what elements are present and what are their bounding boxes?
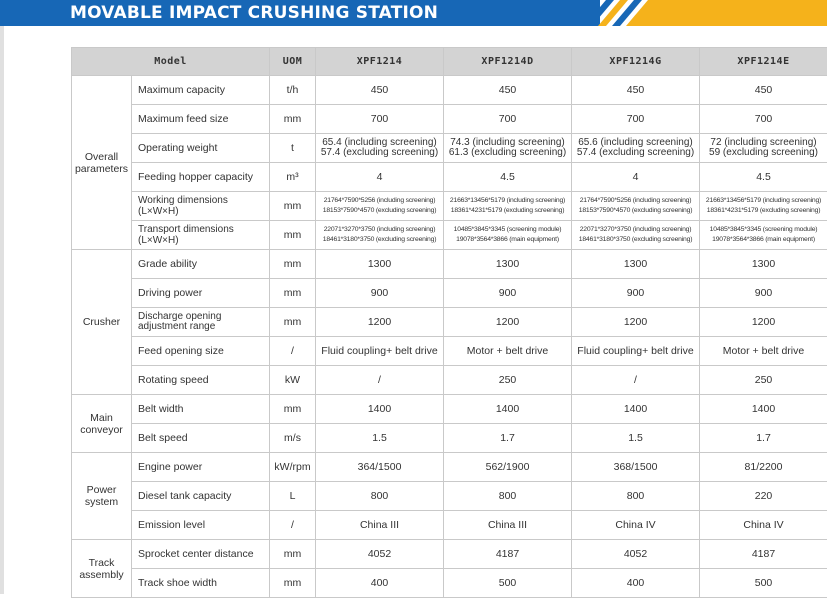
uom-cell: mm (270, 308, 316, 337)
value-cell: 800 (572, 482, 700, 511)
value-cell: 1.7 (444, 424, 572, 453)
value-cell: Fluid coupling+ belt drive (316, 337, 444, 366)
value-cell: 450 (444, 76, 572, 105)
uom-cell: m³ (270, 163, 316, 192)
value-cell: 700 (316, 105, 444, 134)
value-cell: 4 (316, 163, 444, 192)
value-cell: 4.5 (444, 163, 572, 192)
table-row (72, 366, 827, 395)
value-cell: / (572, 366, 700, 395)
param-label: Belt speed (132, 424, 270, 453)
value-cell: 1200 (700, 308, 827, 337)
value-line: 10485*3845*3345 (screening module) (444, 225, 571, 235)
value-cell: 1200 (572, 308, 700, 337)
value-cell: Fluid coupling+ belt drive (572, 337, 700, 366)
value-cell: 400 (316, 569, 444, 598)
uom-cell: mm (270, 250, 316, 279)
table-row (72, 482, 827, 511)
value-line: 21764*7590*5256 (including screening) (572, 196, 699, 206)
value-cell (444, 134, 572, 163)
param-label: Discharge opening adjustment range (132, 308, 270, 337)
value-cell: 1300 (444, 250, 572, 279)
table-row (72, 395, 827, 424)
param-label: Driving power (132, 279, 270, 308)
value-cell: 250 (444, 366, 572, 395)
param-label: Sprocket center distance (132, 540, 270, 569)
value-cell (444, 221, 572, 250)
value-cell: 1300 (700, 250, 827, 279)
uom-cell: kW (270, 366, 316, 395)
value-line: 22071*3270*3750 (including screening) (316, 225, 443, 235)
uom-cell: kW/rpm (270, 453, 316, 482)
table-row (72, 76, 827, 105)
table-row (72, 163, 827, 192)
value-cell (316, 221, 444, 250)
table-row (72, 134, 827, 163)
value-cell: 900 (444, 279, 572, 308)
table-header-row (72, 48, 827, 76)
value-cell: 1200 (316, 308, 444, 337)
value-line: 59 (excluding screening) (700, 148, 827, 158)
table-row (72, 308, 827, 337)
value-cell: 250 (700, 366, 827, 395)
param-label: Belt width (132, 395, 270, 424)
value-line: 21663*13456*5179 (including screening) (444, 196, 571, 206)
param-label: Engine power (132, 453, 270, 482)
param-label: Operating weight (132, 134, 270, 163)
value-cell (316, 134, 444, 163)
header-model-3: XPF1214G (572, 48, 700, 76)
param-label: Feeding hopper capacity (132, 163, 270, 192)
value-cell: 800 (444, 482, 572, 511)
value-cell: 900 (316, 279, 444, 308)
value-cell (700, 134, 827, 163)
value-line: 57.4 (excluding screening) (316, 148, 443, 158)
uom-cell: mm (270, 395, 316, 424)
value-line: 57.4 (excluding screening) (572, 148, 699, 158)
value-cell (444, 192, 572, 221)
value-line: 18461*3180*3750 (excluding screening) (572, 235, 699, 245)
value-cell: 1.5 (572, 424, 700, 453)
param-label: Maximum feed size (132, 105, 270, 134)
uom-cell: / (270, 511, 316, 540)
header-model-2: XPF1214D (444, 48, 572, 76)
value-cell: 4 (572, 163, 700, 192)
value-cell: 4187 (700, 540, 827, 569)
value-line: 72 (including screening) (700, 138, 827, 148)
value-line: 18153*7590*4570 (excluding screening) (572, 206, 699, 216)
value-cell: 1300 (572, 250, 700, 279)
value-cell: 1400 (316, 395, 444, 424)
value-line: 19078*3564*3866 (main equipment) (444, 235, 571, 245)
table-row (72, 511, 827, 540)
value-cell: China IV (700, 511, 827, 540)
param-label: Rotating speed (132, 366, 270, 395)
param-label: Transport dimensions (L×W×H) (132, 221, 270, 250)
table-row (72, 105, 827, 134)
param-label: Emission level (132, 511, 270, 540)
value-cell: 450 (572, 76, 700, 105)
table-row (72, 453, 827, 482)
param-label: Working dimensions (L×W×H) (132, 192, 270, 221)
value-cell: 1400 (700, 395, 827, 424)
stripes-decoration-icon (560, 0, 827, 26)
value-cell: 1200 (444, 308, 572, 337)
table-row (72, 540, 827, 569)
value-cell: 700 (444, 105, 572, 134)
value-cell: 1300 (316, 250, 444, 279)
value-cell (572, 192, 700, 221)
group-label: Overall parameters (72, 76, 132, 250)
value-cell: 4.5 (700, 163, 827, 192)
value-cell: 364/1500 (316, 453, 444, 482)
value-cell: 500 (444, 569, 572, 598)
uom-cell: m/s (270, 424, 316, 453)
value-cell: 368/1500 (572, 453, 700, 482)
group-label: Track assembly (72, 540, 132, 598)
param-label: Grade ability (132, 250, 270, 279)
table-row (72, 424, 827, 453)
value-cell: 450 (316, 76, 444, 105)
value-line: 18361*4231*5179 (excluding screening) (700, 206, 827, 216)
value-line: 22071*3270*3750 (including screening) (572, 225, 699, 235)
value-cell: China III (444, 511, 572, 540)
value-line: 19078*3564*3866 (main equipment) (700, 235, 827, 245)
value-cell: 700 (572, 105, 700, 134)
value-line: 18361*4231*5179 (excluding screening) (444, 206, 571, 216)
header-banner (0, 0, 827, 26)
value-cell (316, 192, 444, 221)
value-cell: 900 (572, 279, 700, 308)
value-line: 74.3 (including screening) (444, 138, 571, 148)
value-line: 18153*7590*4570 (excluding screening) (316, 206, 443, 216)
value-line: 61.3 (excluding screening) (444, 148, 571, 158)
value-cell: 220 (700, 482, 827, 511)
value-cell: 400 (572, 569, 700, 598)
value-cell: 4052 (316, 540, 444, 569)
value-cell: Motor + belt drive (700, 337, 827, 366)
uom-cell: L (270, 482, 316, 511)
value-cell: 1400 (444, 395, 572, 424)
value-cell: Motor + belt drive (444, 337, 572, 366)
header-model: Model (72, 48, 270, 76)
table-row (72, 221, 827, 250)
value-cell: 500 (700, 569, 827, 598)
value-cell: 1400 (572, 395, 700, 424)
uom-cell: t (270, 134, 316, 163)
header-uom: UOM (270, 48, 316, 76)
value-line: 21764*7590*5256 (including screening) (316, 196, 443, 206)
page-title: MOVABLE IMPACT CRUSHING STATION (70, 3, 438, 23)
value-cell: 700 (700, 105, 827, 134)
table-row (72, 279, 827, 308)
value-cell: 1.5 (316, 424, 444, 453)
value-cell: 800 (316, 482, 444, 511)
value-cell: China III (316, 511, 444, 540)
page-left-edge (0, 0, 4, 594)
value-cell: 4052 (572, 540, 700, 569)
header-model-4: XPF1214E (700, 48, 827, 76)
value-cell: 450 (700, 76, 827, 105)
table-row (72, 192, 827, 221)
param-label: Maximum capacity (132, 76, 270, 105)
value-line: 10485*3845*3345 (screening module) (700, 225, 827, 235)
value-line: 21663*13456*5179 (including screening) (700, 196, 827, 206)
value-cell: 4187 (444, 540, 572, 569)
uom-cell: mm (270, 221, 316, 250)
table-row (72, 337, 827, 366)
value-cell (572, 221, 700, 250)
value-cell: China IV (572, 511, 700, 540)
uom-cell: mm (270, 192, 316, 221)
value-cell: 1.7 (700, 424, 827, 453)
table-row (72, 250, 827, 279)
uom-cell: mm (270, 105, 316, 134)
param-label: Diesel tank capacity (132, 482, 270, 511)
param-label: Feed opening size (132, 337, 270, 366)
value-cell: / (316, 366, 444, 395)
value-cell (700, 192, 827, 221)
uom-cell: mm (270, 540, 316, 569)
spec-table (71, 47, 827, 598)
value-cell (700, 221, 827, 250)
value-cell: 81/2200 (700, 453, 827, 482)
header-model-1: XPF1214 (316, 48, 444, 76)
group-label: Crusher (72, 250, 132, 395)
value-cell (572, 134, 700, 163)
value-line: 18461*3180*3750 (excluding screening) (316, 235, 443, 245)
value-line: 65.6 (including screening) (572, 138, 699, 148)
value-line: 65.4 (including screening) (316, 138, 443, 148)
value-cell: 900 (700, 279, 827, 308)
group-label: Power system (72, 453, 132, 540)
uom-cell: t/h (270, 76, 316, 105)
value-cell: 562/1900 (444, 453, 572, 482)
group-label: Main conveyor (72, 395, 132, 453)
param-label: Track shoe width (132, 569, 270, 598)
table-row (72, 569, 827, 598)
uom-cell: mm (270, 279, 316, 308)
uom-cell: mm (270, 569, 316, 598)
uom-cell: / (270, 337, 316, 366)
